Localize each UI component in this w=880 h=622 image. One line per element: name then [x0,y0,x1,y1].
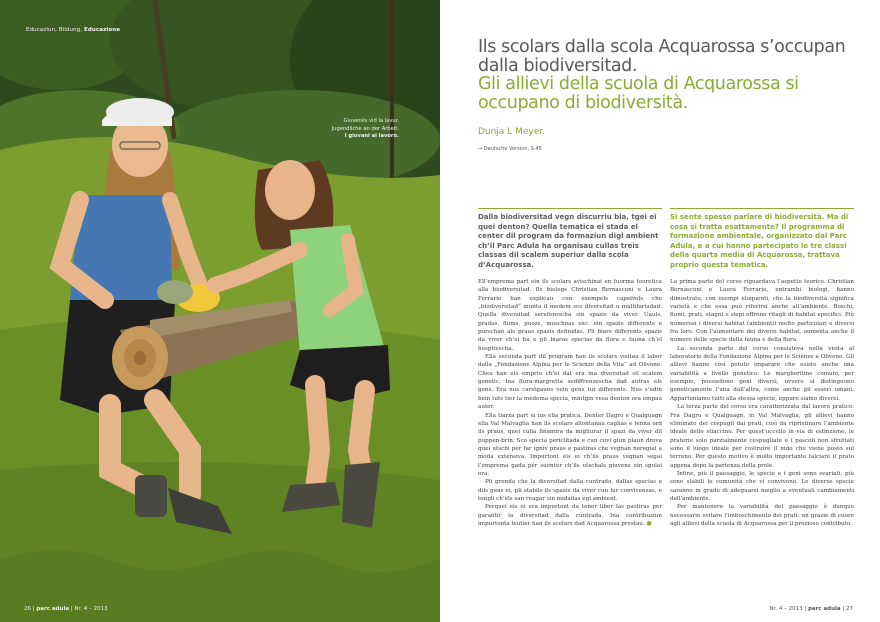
folio-issue-right: Nr. 4 – 2013 [769,606,803,612]
section-tag-bold: Educazione [84,27,121,33]
paragraph: Ell’emprema part ein ils scolars avischinai en fuorma teoretica alla biodiversitad. Ils biologs Christian Bernasconi e Laura Ferrario han explicau cun exempels capeivels che „biodiversitad“ munta il medem sco diversitad u multifariadad. Quella diversitad sereferescha sin spazis da viver. Uauls, pradas, flums, puozs, muschnas exc. ein spazis differents e purschan als praus spazis definidas. Pli biars differents spazis da viver ch’ei ha e pli biaras specias da flora e fauna ch’el hospitescha. [478,279,662,352]
lead-italian: Si sente spesso parlare di biodiversità. Ma di cosa si tratta esattamente? Il programma di formazione ambientale, organizzato dal Parc Adula, e a cui hanno partecipato le tre classi della quarta media di Acquarossa, trattava proprio questa tematica. [670,213,849,269]
title-romansh: Ils scolars dalla scola Acquarossa s’occupan dalla biodiversitad. [478,37,846,76]
section-tag-plain: Educaziun, Bildung, [26,27,85,33]
article-title [478,38,878,112]
section-tag [26,27,120,33]
paragraph: Infine, più il paesaggio, le specie e i geni sono svariati, più sono stabili le comunità che vi convivono. Le diverse specie saranno in grado di adeguarsi meglio a eventuali cambiamenti dell’ambiente. [670,470,854,502]
body-romansh [478,278,662,528]
folio-right: Nr. 4 – 2013 | parc adula | 27 [769,606,853,612]
caption-line-italian: I giovani al lavoro. [344,133,399,139]
author-byline: Dunja L Meyer. [478,127,545,137]
paragraph: La terza parte del corso era caratterizzata dal lavoro pratico. Fra Dagro e Qualguagn, in Val Malvaglia, gli allievi hanno eliminato dei cespugli dai prati, così da ripristinare l’ambiente ideale dello stiaccino. Per quest’uccello in via di estinzione, le praterie solo parzialmente cespugliate e i pascoli non sfruttati sono il luogo ideale per costruire il nido che viene posto sul terreno. Per questo motivo è molto importante falciare il prato appena dopo la partenza della prole. [670,404,854,469]
article-page [440,0,880,622]
italian-column [670,208,854,528]
folio-brand-right: parc adula [807,606,841,612]
folio-left: 26 | parc adula | Nr. 4 – 2013 [24,606,108,612]
romansh-column [478,208,662,528]
page-number-right: 27 [846,606,853,612]
photo-caption [279,118,399,141]
column-rule [478,208,662,209]
paragraph: La prima parte del corso riguardava l’aspetto teorico. Christian Bernasconi e Laura Ferrario, entrambi biologi, hanno dimostrato, con esempi eloquenti, che la biodiversità significa varietà e che essa può riferirsi anche all’ambiente. Boschi, fiumi, prati, stagni e siepi offrono ritagli di habitat specifici. Più numerosi i diversi habitat (ambienti) molto particolari e diversi fra loro. Con l’aumentare dei diversi habitat, aumenta anche il numero delle specie della fauna e della flora. [670,279,854,344]
folio-issue-left: Nr. 4 – 2013 [74,606,108,612]
german-version-reference: → Deutsche Version, S.45 [478,146,542,152]
caption-line-romansh: Giuvenils vid la lavur. [343,118,399,124]
folio-brand-left: parc adula [36,606,70,612]
paragraph: Per mantenere la variabilità del paesaggio è dunque necessario evitare l’imboschimento dei prati: un grazie di cuore agli allievi della scuola di Acquarossa per il prezioso contributo. [670,504,854,527]
body-italian [670,278,854,528]
paragraph-text: Perquei eis ei era impurtont da tener liber las pastiras per garantir la diversitad dalla cuntrada. Ina contribuziun impurtonta leutier han ils scolars dad Acquarossa prestau. [478,504,662,527]
end-mark-icon: ● [646,519,652,527]
page-number-left: 26 [24,606,31,612]
lead-romansh: Dalla biodiversitad vegn discurriu bia, tgei ei quei denton? Quella tematica ei stada el center dil program da formaziun digl ambient ch’il Parc Adula ha organisau cullas treis classas dil scalem superiur dalla scola d’Acquarossa. [478,213,659,269]
title-italian: Gli allievi della scuola di Acquarossa si occupano di biodiversità. [478,74,799,113]
paragraph: Pli gronda che la diversitad dalla cuntrada, dallas specias e dils gens ei, pli stabils ils spazis da viver cun lur convivenzas, e tonpli ch’els san reagar sin midadas egl ambient. [478,479,662,502]
column-rule [670,208,854,209]
paragraph: La seconda parte del corso consisteva nella visita al laboratorio della Fondazione Alpina per le Scienze a Olivone. Gli allievi hanno così potuto imparare che esiste anche una variabilità a livello genetico. Le margheritine comuni, per esempio, possiedono geni diversi, ovvero si distinguono geneticamente l’una dall’altra, come anche gli esseri umani. Apparteniamo tutti alla stessa specie, eppure siamo diversi. [670,345,854,402]
paragraph: Ella secunda part dil program han ils scolars visitau il labor dalla „Fondazione Alpina per le Scienze della Vita“ ad Olivone. Cheu han els empriu ch’ei dat era ina diversitad sil scalem genetic. Ina flura-margretta sediffrenzescha dad autras els gens. Era nus carstgauns vein gens tut differents. Nus s’udin bein tuts tier la medema specia, mintgin vesa denton ora empau auter. [478,354,662,411]
paragraph: Ella tiarza part ei ius ella pratica. Denter Dagro e Qualguagn ella Val Malvaglia han ils scolars allontanau caglias e lenna ord ils praus, quei culla finamira da migliurar il spazi da viver dil puppen-brin. Sco specia periclitada e cun cuvi giun plaun drova quei utschi per far igniv praus e pastiras che vegnan neregiai a moda extensiva. Impurtont eis ei ch’ils praus vegnan segai l’emprema gada pér suenter ch’ils utschals giuvens ein sgulai ora. [478,412,662,477]
paragraph-last [478,503,662,528]
caption-line-german: Jugendliche an der Arbeit. [331,125,399,132]
